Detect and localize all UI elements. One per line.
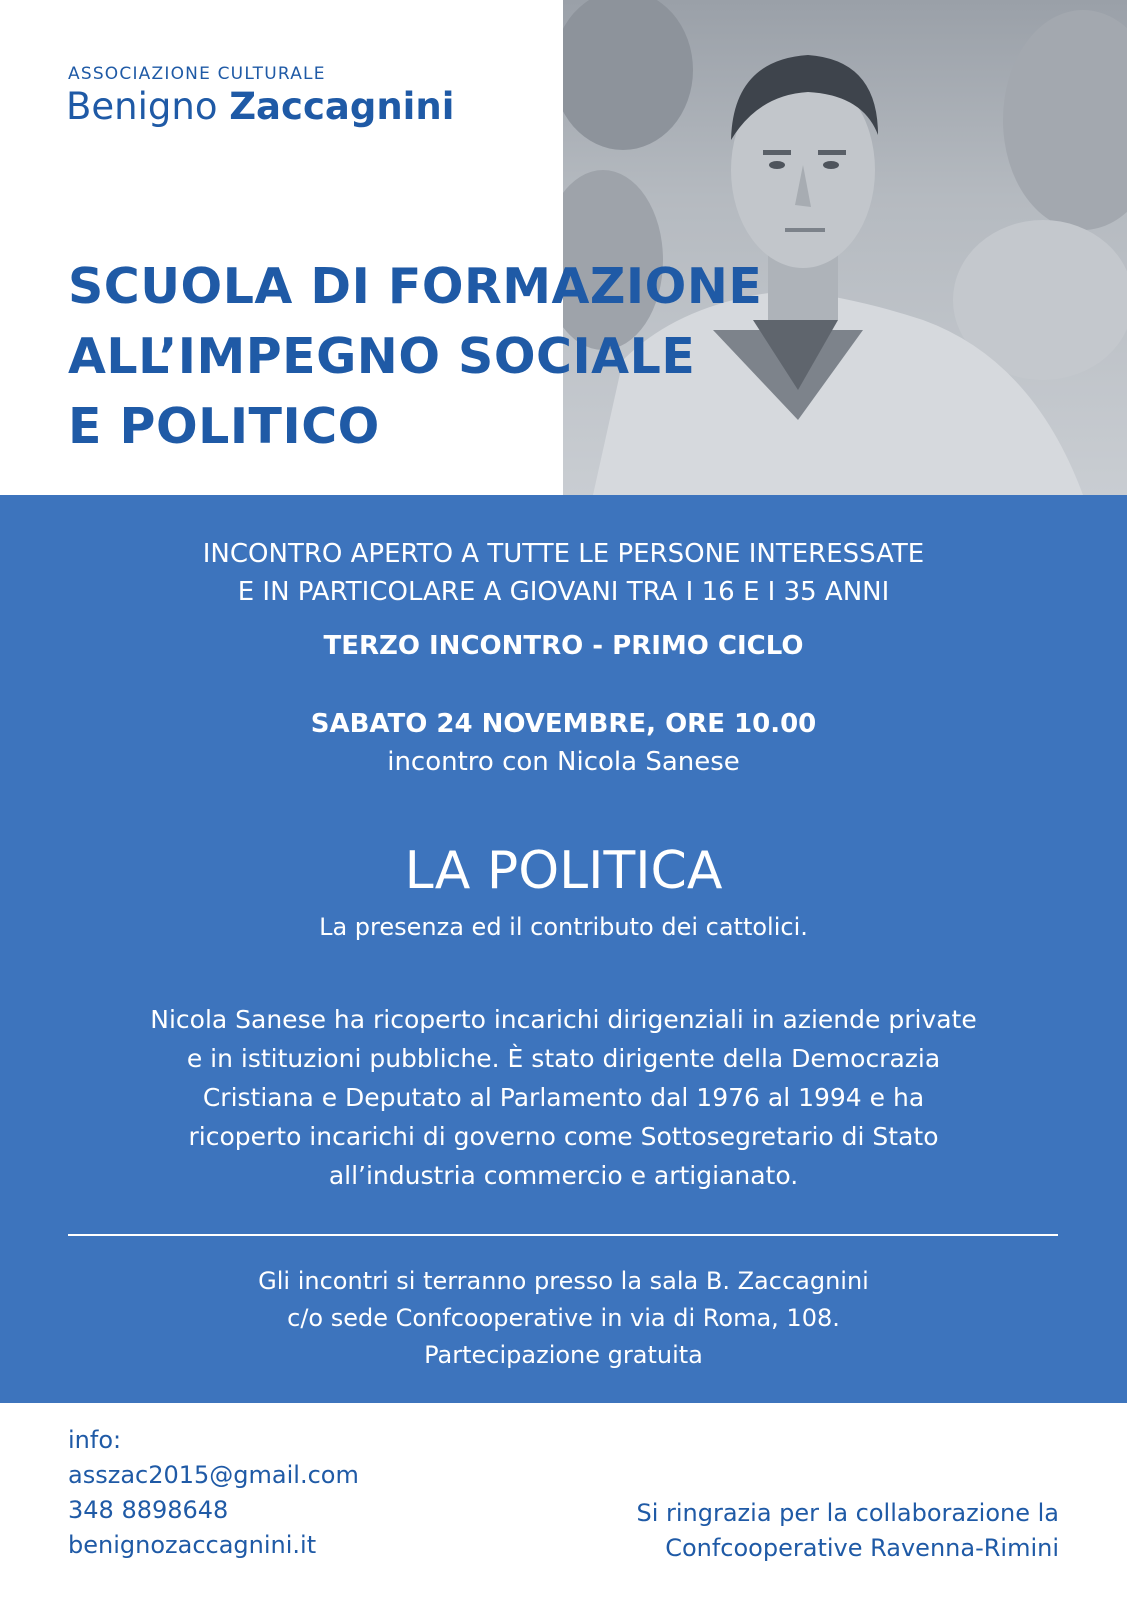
association-name bbox=[66, 85, 455, 128]
venue-line: Partecipazione gratuita bbox=[424, 1341, 703, 1369]
speaker-bio bbox=[0, 1000, 1127, 1195]
title-line: ALL’IMPEGNO SOCIALE bbox=[68, 328, 696, 385]
bio-line: Nicola Sanese ha ricoperto incarichi dirigenziali in aziende private bbox=[150, 1005, 977, 1034]
bio-line: ricoperto incarichi di governo come Sottosegretario di Stato bbox=[188, 1122, 939, 1151]
website-link[interactable]: benignozaccagnini.it bbox=[68, 1531, 317, 1559]
association-last-name: Zaccagnini bbox=[229, 85, 455, 128]
phone-number[interactable]: 348 8898648 bbox=[68, 1496, 229, 1524]
thanks-line: Confcooperative Ravenna-Rimini bbox=[665, 1534, 1059, 1562]
page-title bbox=[68, 252, 828, 462]
venue-info bbox=[0, 1263, 1127, 1374]
title-line: SCUOLA DI FORMAZIONE bbox=[68, 258, 763, 315]
event-speaker: incontro con Nicola Sanese bbox=[387, 747, 740, 777]
event-topic: LA POLITICA bbox=[404, 841, 723, 901]
acknowledgement bbox=[636, 1496, 1059, 1566]
bio-line: all’industria commercio e artigianato. bbox=[328, 1161, 799, 1190]
info-label: info: bbox=[68, 1426, 122, 1454]
venue-line: c/o sede Confcooperative in via di Roma, 108. bbox=[287, 1304, 840, 1332]
association-label: ASSOCIAZIONE CULTURALE bbox=[68, 64, 326, 84]
bio-line: e in istituzioni pubbliche. È stato dirigente della Democrazia bbox=[186, 1044, 941, 1073]
event-section bbox=[0, 495, 1127, 1403]
email-link[interactable]: asszac2015@gmail.com bbox=[68, 1461, 359, 1489]
cycle-label: TERZO INCONTRO - PRIMO CICLO bbox=[323, 631, 804, 661]
audience-line: E IN PARTICOLARE A GIOVANI TRA I 16 E I 35 ANNI bbox=[237, 577, 890, 607]
divider bbox=[68, 1234, 1058, 1236]
bio-line: Cristiana e Deputato al Parlamento dal 1976 al 1994 e ha bbox=[202, 1083, 925, 1112]
audience-line: INCONTRO APERTO A TUTTE LE PERSONE INTERESSATE bbox=[202, 539, 925, 569]
title-line: E POLITICO bbox=[68, 398, 380, 455]
thanks-line: Si ringrazia per la collaborazione la bbox=[636, 1499, 1059, 1527]
audience-text bbox=[0, 535, 1127, 611]
event-subtitle: La presenza ed il contributo dei cattolici. bbox=[319, 913, 808, 941]
footer-section bbox=[0, 1403, 1127, 1600]
venue-line: Gli incontri si terranno presso la sala B. Zaccagnini bbox=[258, 1267, 869, 1295]
header-section bbox=[0, 0, 1127, 495]
contact-info bbox=[68, 1423, 359, 1563]
association-first-name: Benigno bbox=[66, 85, 218, 128]
event-date: SABATO 24 NOVEMBRE, ORE 10.00 bbox=[310, 709, 817, 739]
